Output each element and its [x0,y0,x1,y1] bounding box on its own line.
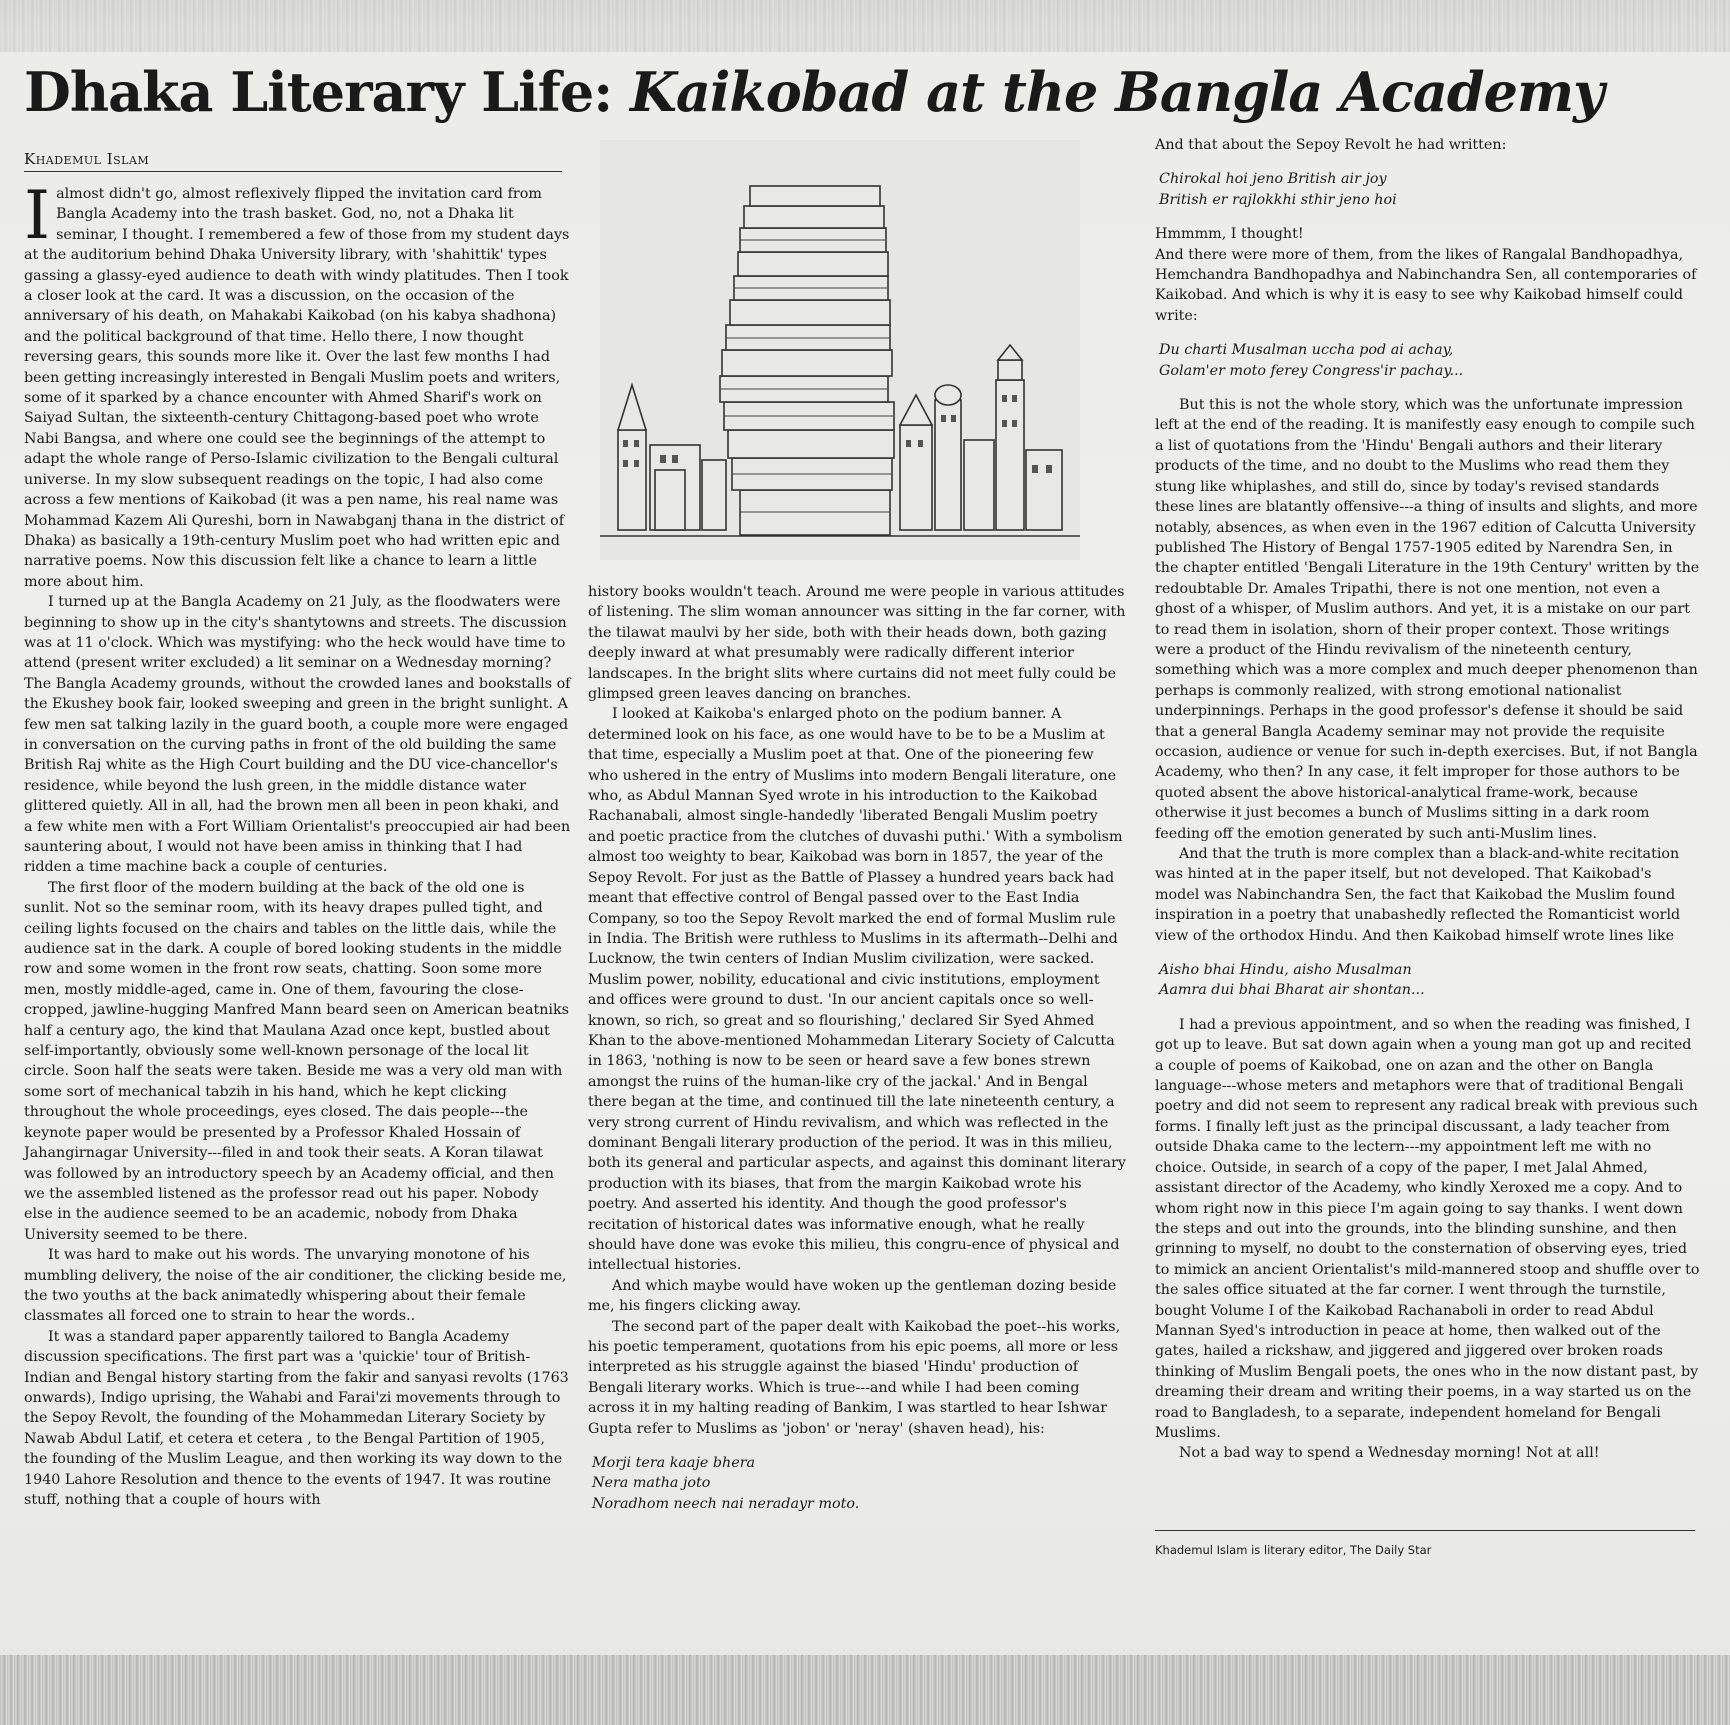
verse-hindu-muslim [1155,960,1700,1001]
article-column-3 [1155,135,1700,1464]
verse-line: Golam'er moto ferey Congress'ir pachay... [1159,362,1464,379]
author-note: Khademul Islam is literary editor, The Daily Star [1155,1530,1695,1557]
article-column-2 [588,582,1128,1528]
paragraph-4: It was hard to make out his words. The unvarying monotone of his mumbling delivery, the noise of the air conditioner, the clicking beside me, the two youths at the back animatedly whispering about their female classmates all forced one to strain to hear the words.. [24,1247,567,1325]
verse-congress [1155,340,1700,381]
byline: Khademul Islam [24,150,562,172]
paragraph-13: But this is not the whole story, which was the unfortunate impression left at the end of the reading. It is manifestly easy enough to compile such a list of quotations from the 'Hindu' Bengali authors and their literary products of the time, and no doubt to the Muslims who read them they stung like whiplashes, and still do, since by today's revised standards these lines are blatantly offensive---a thing of insults and slights, and more notably, absences, as when even in the 1967 edition of Calcutta University published The History of Bengal 1757-1905 edited by Narendra Sen, in the chapter entitled 'Bengali Literature in the 19th Century' written by the redoubtable Dr. Amales Tripathi, there is not one mention, not even a ghost of a whisper, of Muslim authors. And yet, it is a mistake on our part to read them in isolation, shorn of their proper context. Those writings were a product of the Hindu revivalism of the nineteenth century, something which was a more complex and much deeper phenomenon than perhaps is commonly realized, with strong emotional nationalist underpinnings. Perhaps in the good professor's defense it should be said that a general Bangla Academy seminar may not provide the requisite occasion, audience or venue for such in-depth exercises. But, if not Bangla Academy, who then? In any case, it felt improper for those authors to be quoted absent the above historical-analytical frame-work, because otherwise it just becomes a bunch of Muslims sitting in a dark room feeding off the emotion generated by such anti-Muslim lines. [1155,397,1700,842]
paragraph-15: I had a previous appointment, and so when the reading was finished, I got up to leave. But sat down again when a young man got up and recited a couple of poems of Kaikobad, one on azan and the other on Bangla language---whose meters and metaphors were that of traditional Bengali poetry and did not seem to represent any radical break with previous such forms. I finally left just as the principal discussant, a lady teacher from outside Dhaka came to the lectern---my appointment left me with no choice. Outside, in search of a copy of the paper, I met Jalal Ahmed, assistant director of the Academy, who kindly Xeroxed me a copy. And to whom right now in this piece I'm again going to say thanks. I went down the steps and out into the grounds, into the blinding sunshine, and then grinning to myself, no doubt to the consternation of observing eyes, tried to mimick an ancient Orientalist's mild-mannered stoop and shuffle over to the sales office situated at the far corner. I went through the turnstile, bought Volume I of the Kaikobad Rachanaboli in order to read Abdul Mannan Syed's introduction in peace at home, then walked out of the gates, hailed a rickshaw, and jiggered and jiggered over broken roads thinking of Muslim Bengali poets, the ones who in the now distant past, by dreaming their dream and writing their poems, in a way started us on the road to Bangladesh, to a separate, independent homeland for Bengali Muslims. [1155,1016,1700,1441]
verse-line: Du charti Musalman uccha pod ai achay, [1159,342,1454,359]
torn-top-edge [0,0,1730,52]
drop-cap: I [24,177,51,254]
paragraph-5: It was a standard paper apparently tailored to Bangla Academy discussion specifications. The first part was a 'quickie' tour of British-Indian and Bengal history starting from the fakir and sanyasi revolts (1763 onwards), Indigo uprising, the Wahabi and Farai'zi movements through to the Sepoy Revolt, the founding of the Mohammedan Literary Society by Nawab Abdul Latif, et cetera et cetera , to the Bengal Partition of 1905, the founding of the Muslim League, and then working its way down to the 1940 Lahore Resolution and thence to the events of 1947. It was routine stuff, nothing that a couple of hours with [24,1328,569,1508]
paragraph-3: The first floor of the modern building at the back of the old one is sunlit. Not so the seminar room, with its heavy drapes pulled tight, and ceiling lights focused on the chairs and tables on the little dais, while the audience sat in the dark. A couple of bored looking students in the middle row and some women in the front row seats, chatting. Soon some more men, mostly middle-aged, came in. One of them, favouring the close-cropped, jawline-hugging Manfred Mann beard seen on American beatniks half a century ago, the kind that Maulana Azad once kept, bustled about self-importantly, obviously some well-known personage of the local lit circle. Soon half the seats were taken. Beside me was a very old man with some sort of mechanical tabzih in his hand, which he kept clicking throughout the whole proceedings, eyes closed. The dais people---the keynote paper would be presented by a Professor Khaled Hossain of Jahangirnagar University---filed in and took their seats. A Koran tilawat was followed by an introductory speech by an Academy official, and then we the assembled listened as the professor read out his paper. Nobody else in the audience seemed to be an academic, nobody from Dhaka University seemed to be there. [24,879,569,1243]
paragraph-6: history books wouldn't teach. Around me were people in various attitudes of listening. The slim woman announcer was sitting in the far corner, with the tilawat maulvi by her side, both with their heads down, both gazing deeply inward at what presumably were radically different interior landscapes. In the bright slits where curtains did not meet fully could be glimpsed green leaves dancing on branches. [588,584,1126,703]
paragraph-9: The second part of the paper dealt with Kaikobad the poet--his works, his poetic temperament, quotations from his epic poems, all more or less interpreted as his struggle against the biased 'Hindu' production of Bengali literary works. Which is true---and while I had been coming across it in my halting reading of Bankim, I was startled to hear Ishwar Gupta refer to Muslims as 'jobon' or 'neray' (shaven head), his: [588,1318,1121,1437]
article-column-1 [24,177,572,1510]
paragraph-2: I turned up at the Bangla Academy on 21 July, as the floodwaters were beginning to show up in the city's shantytowns and streets. The discussion was at 11 o'clock. Which was mystifying: who the heck would have time to attend (present writer excluded) a lit seminar on a Wednesday morning? The Bangla Academy grounds, without the crowded lanes and bookstalls of the Ekushey book fair, looked sweeping and green in the bright sunlight. A few men sat talking lazily in the guard booth, a couple more were engaged in conversation on the curving paths in front of the old building the same British Raj white as the High Court building and the DU vice-chancellor's residence, while beyond the lush green, in the middle distance water glittered quietly. All in all, had the brown men all been in peon khaki, and a few white men with a Fort William Orientalist's preoccupied air had been sauntering about, I would not have been amiss in thinking that I had ridden a time machine back a couple of centuries. [24,594,571,876]
verse-line: Chirokal hoi jeno British air joy [1159,171,1387,188]
verse-sepoy [1155,169,1700,210]
paragraph-1: Ialmost didn't go, almost reflexively flipped the invitation card from Bangla Academy into the trash basket. God, no, not a Dhaka lit seminar, I thought. I remembered a few of those from my student days at the auditorium behind Dhaka University library, with 'shahittik' types gassing a glassy-eyed audience to death with windy platitudes. Then I took a closer look at the card. It was a discussion, on the occasion of the anniversary of his death, on Mahakabi Kaikobad (on his kabya shadhona) and the political background of that time. Hello there, I now thought reversing gears, this sounds more like it. Over the last few months I had been getting increasingly interested in Bengali Muslim poets and writers, some of it sparked by a chance encounter with Ahmed Sharif's work on Saiyad Sultan, the sixteenth-century Chittagong-based poet who wrote Nabi Bangsa, and where one could see the beginnings of the attempt to adapt the whole range of Perso-Islamic civilization to the Bengali cultural universe. In my slow subsequent readings on the topic, I had also come across a few mentions of Kaikobad (it was a pen name, his real name was Mohammad Kazem Ali Qureshi, born in Nawabganj thana in the district of Dhaka) as basically a 19th-century Muslim poet who had written epic and narrative poems. Now this discussion felt like a chance to learn a little more about him. [24,177,570,590]
headline [24,60,1684,124]
verse-line: Nera matha joto [592,1475,711,1492]
paragraph-8: And which maybe would have woken up the gentleman dozing beside me, his fingers clicking away. [588,1277,1117,1315]
verse-gupta [588,1453,1128,1514]
headline-plain: Dhaka Literary Life: [24,60,630,124]
books-skyline-illustration [600,140,1080,560]
paragraph-11: Hmmmm, I thought! [1155,226,1304,243]
paragraph-16: Not a bad way to spend a Wednesday morning! Not at all! [1179,1445,1600,1462]
verse-line: Morji tera kaaje bhera [592,1455,756,1472]
torn-bottom-edge [0,1655,1730,1725]
paragraph-10: And that about the Sepoy Revolt he had written: [1155,137,1507,153]
headline-italic: Kaikobad at the Bangla Academy [629,60,1604,124]
verse-line: Aisho bhai Hindu, aisho Musalman [1159,962,1412,979]
paragraph-14: And that the truth is more complex than a black-and-white recitation was hinted at in the paper itself, but not developed. That Kaikobad's model was Nabinchandra Sen, the fact that Kaikobad the Muslim found inspiration in a poetry that unabashedly reflected the Romanticist world view of the orthodox Hindu. And then Kaikobad himself wrote lines like [1155,846,1681,944]
paragraph-12: And there were more of them, from the likes of Rangalal Bandhopadhya, Hemchandra Bandhopadhya and Nabinchandra Sen, all contemporaries of Kaikobad. And which is why it is easy to see why Kaikobad himself could write: [1155,246,1697,324]
verse-line: Noradhom neech nai neradayr moto. [592,1495,860,1512]
paragraph-7: I looked at Kaikoba's enlarged photo on the podium banner. A determined look on his face, as one would have to be to be a Muslim at that time, especially a Muslim poet at that. One of the pioneering few who ushered in the entry of Muslims into modern Bengali literature, one who, as Abdul Mannan Syed wrote in his introduction to the Kaikobad Rachanabali, almost single-handedly 'liberated Bengali Muslim poetry and poetic practice from the clutches of duvashi puthi.' With a symbolism almost too weighty to bear, Kaikobad was born in 1857, the year of the Sepoy Revolt. For just as the Battle of Plassey a hundred years back had meant that effective control of Bengal passed over to the East India Company, so too the Sepoy Revolt marked the end of formal Muslim rule in India. The British were ruthless to Muslims in its aftermath--Delhi and Lucknow, the twin centers of Indian Muslim civilization, were sacked. Muslim power, nobility, educational and civic institutions, employment and offices were ground to dust. 'In our ancient capitals once so well-known, so rich, so great and so flourishing,' declared Sir Syed Ahmed Khan to the above-mentioned Mohammedan Literary Society of Calcutta in 1863, 'nothing is now to be seen or heard save a few bones strewn amongst the ruins of the human-like cry of the jackal.' And in Bengal there began at the time, and continued till the late nineteenth century, a very strong current of Hindu revivalism, and which was reflected in the dominant Bengali literary production of the period. It was in this milieu, both its general and particular aspects, and against this dominant literary production with its biases, that from the margin Kaikobad wrote his poetry. And asserted his identity. And though the good professor's recitation of historical dates was informative enough, what he really should have done was evoke this milieu, this congru-ence of physical and intellectual histories. [588,706,1126,1274]
verse-line: British er rajlokkhi sthir jeno hoi [1159,191,1397,208]
verse-line: Aamra dui bhai Bharat air shontan... [1159,982,1425,999]
